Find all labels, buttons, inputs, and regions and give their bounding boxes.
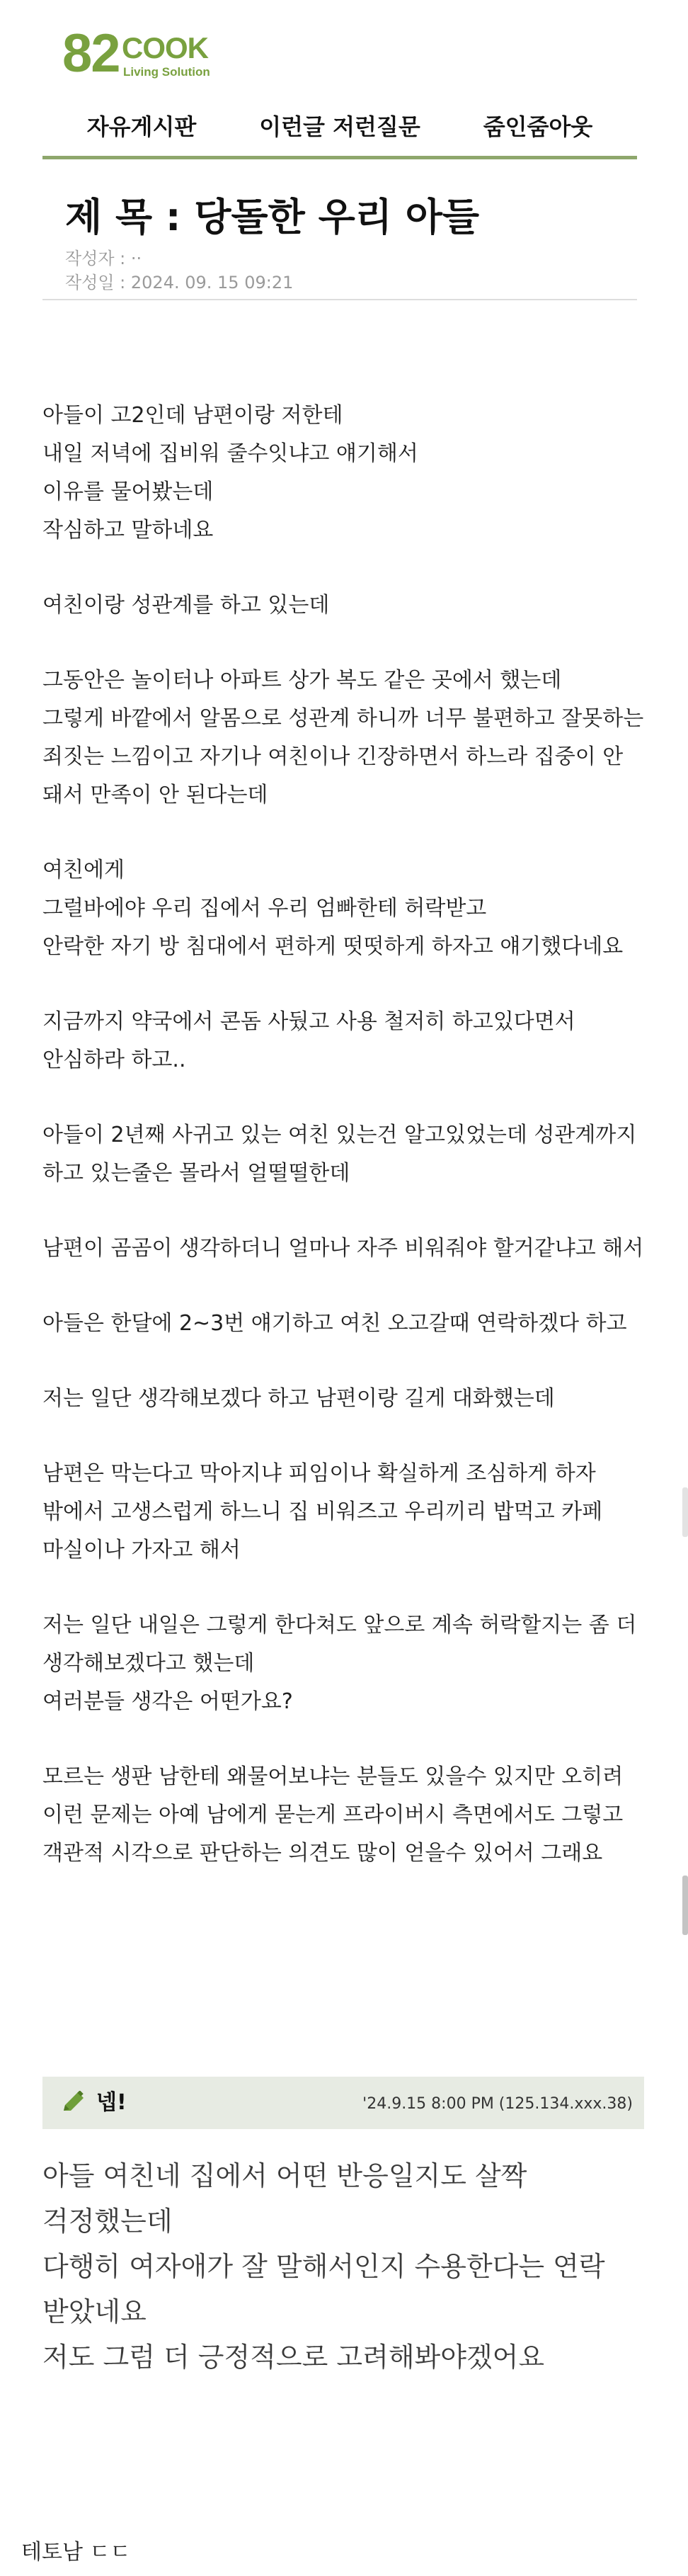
title-text: 당돌한 우리 아들 [194, 195, 480, 239]
reply-author: 넵! [96, 2090, 127, 2115]
nav-questions[interactable]: 이런글 저런질문 [259, 113, 420, 140]
divider [42, 299, 637, 300]
logo-word: COOK [122, 31, 208, 64]
reply-line: 다행히 여자애가 잘 말해서인지 수용한다는 연락 받았네요 [42, 2251, 614, 2327]
post-title [65, 186, 631, 249]
post-author: 작성자 : ·· [65, 249, 142, 268]
pencil-icon [59, 2091, 88, 2115]
scrollbar-thumb[interactable] [682, 1487, 688, 1537]
post-paragraph: 아들은 한달에 2~3번 얘기하고 여친 오고갈때 연락하겠다 하고 [42, 1311, 627, 1336]
post-paragraph: 여친이랑 성관계를 하고 있는데 [42, 593, 330, 618]
post-paragraph: 저는 일단 내일은 그렇게 한다쳐도 앞으로 계속 허락할지는 좀 더 생각해보겠다고 했는데 여러분들 생각은 어떤가요? [42, 1613, 637, 1714]
post-paragraph: 지금까지 약국에서 콘돔 사뒀고 사용 철저히 하고있다면서 안심하라 하고.. [42, 1009, 583, 1072]
post-paragraph: 아들이 2년째 사귀고 있는 여친 있는건 알고있었는데 성관계까지 하고 있는줄은 몰라서 얼떨떨한데 [42, 1123, 643, 1186]
logo-number: 82 [62, 23, 120, 84]
post-body [42, 397, 651, 1910]
site-logo[interactable] [62, 25, 232, 82]
scrollbar-thumb[interactable] [682, 1876, 688, 1935]
post-paragraph: 저는 일단 생각해보겠다 하고 남편이랑 길게 대화했는데 [42, 1386, 555, 1411]
nav-free-board[interactable]: 자유게시판 [86, 113, 197, 140]
post-paragraph: 모르는 생판 남한테 왜물어보냐는 분들도 있을수 있지만 오히려 이런 문제는 아예 남에게 묻는게 프라이버시 측면에서도 그렇고 객관적 시각으로 판단하는 의견도 많이 얻을수 있어서 그래요 [42, 1764, 630, 1866]
caption-note: 테토남 ㄷㄷ [21, 2540, 131, 2565]
nav-zoom-in-out[interactable]: 줌인줌아웃 [483, 113, 593, 140]
top-navigation [42, 98, 637, 159]
post-paragraph: 아들이 고2인데 남편이랑 저한테 내일 저녁에 집비워 줄수잇냐고 얘기해서 이유를 물어봤는데 작심하고 말하네요 [42, 403, 418, 543]
post-paragraph: 남편이 곰곰이 생각하더니 얼마나 자주 비워줘야 할거같냐고 해서 [42, 1236, 644, 1261]
post-paragraph: 여친에게 그럴바에야 우리 집에서 우리 엄빠한테 허락받고 안락한 자기 방 침대에서 편하게 떳떳하게 하자고 얘기했다네요 [42, 858, 624, 959]
post-paragraph: 그동안은 놀이터나 아파트 상가 복도 같은 곳에서 했는데 그렇게 바깥에서 알몸으로 성관계 하니까 너무 불편하고 잘못하는 죄짓는 느낌이고 자기나 여친이나 긴장하면서 하느라 집중이 안 돼서 만족이 안 된다는데 [42, 668, 644, 807]
post-paragraph: 남편은 막는다고 막아지냐 피임이나 확실하게 조심하게 하자 밖에서 고생스럽게 하느니 집 비워즈고 우리끼리 밥먹고 카페 마실이나 가자고 해서 [42, 1461, 603, 1562]
logo-tagline: Living Solution [123, 65, 210, 79]
title-prefix: 제 목 : [65, 195, 195, 239]
reply-line: 아들 여친네 집에서 어떤 반응일지도 살짝 걱정했는데 [42, 2160, 536, 2237]
reply-meta: '24.9.15 8:00 PM (125.134.xxx.38) [362, 2095, 633, 2113]
reply-body [42, 2153, 644, 2380]
reply-line: 저도 그럼 더 긍정적으로 고려해봐야겠어요 [42, 2342, 545, 2373]
reply-header [42, 2077, 644, 2129]
post-date: 작성일 : 2024. 09. 15 09:21 [65, 273, 294, 293]
